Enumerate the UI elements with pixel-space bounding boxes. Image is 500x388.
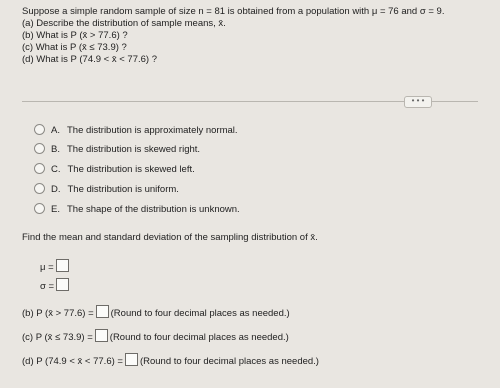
part-b-answer-row xyxy=(22,305,290,320)
option-label: The distribution is skewed right. xyxy=(66,144,201,155)
problem-intro: Suppose a simple random sample of size n = 81 is obtained from a population with μ = 76 and σ = 9. xyxy=(22,6,445,17)
mu-input[interactable] xyxy=(56,259,69,272)
radio-icon[interactable] xyxy=(34,183,45,194)
option-letter: D. xyxy=(51,184,61,195)
sigma-input[interactable] xyxy=(56,278,69,291)
round-note: (Round to four decimal places as needed.) xyxy=(139,356,319,367)
part-d-input[interactable] xyxy=(125,353,138,366)
sigma-label: σ = xyxy=(40,281,55,292)
option-b[interactable] xyxy=(34,143,200,156)
option-letter: C. xyxy=(51,164,61,175)
part-c-answer-row xyxy=(22,329,289,344)
part-d-label: (d) P (74.9 < x̄ < 77.6) = xyxy=(22,356,123,367)
part-d-answer-row xyxy=(22,353,319,368)
option-d[interactable] xyxy=(34,183,179,196)
part-b-question: (b) What is P (x̄ > 77.6) ? xyxy=(22,30,128,41)
mu-label: μ = xyxy=(40,262,54,273)
part-d-question: (d) What is P (74.9 < x̄ < 77.6) ? xyxy=(22,54,157,65)
option-label: The distribution is skewed left. xyxy=(67,164,195,175)
option-letter: B. xyxy=(51,144,60,155)
part-c-question: (c) What is P (x̄ ≤ 73.9) ? xyxy=(22,42,127,53)
option-e[interactable] xyxy=(34,203,240,216)
part-a-question: (a) Describe the distribution of sample means, x̄. xyxy=(22,18,226,29)
mu-row xyxy=(40,259,71,274)
option-a[interactable] xyxy=(34,124,238,137)
mean-sd-prompt: Find the mean and standard deviation of the sampling distribution of x̄. xyxy=(22,232,318,243)
option-letter: A. xyxy=(51,125,60,136)
option-label: The distribution is uniform. xyxy=(67,184,179,195)
option-c[interactable] xyxy=(34,163,195,176)
radio-icon[interactable] xyxy=(34,124,45,135)
part-b-label: (b) P (x̄ > 77.6) = xyxy=(22,308,94,319)
option-letter: E. xyxy=(51,204,60,215)
part-c-label: (c) P (x̄ ≤ 73.9) = xyxy=(22,332,93,343)
part-b-input[interactable] xyxy=(96,305,109,318)
option-label: The distribution is approximately normal. xyxy=(66,125,238,136)
round-note: (Round to four decimal places as needed.) xyxy=(109,332,289,343)
radio-icon[interactable] xyxy=(34,143,45,154)
radio-icon[interactable] xyxy=(34,163,45,174)
more-button[interactable]: • • • xyxy=(404,96,432,108)
option-label: The shape of the distribution is unknown. xyxy=(66,204,240,215)
round-note: (Round to four decimal places as needed.) xyxy=(110,308,290,319)
part-c-input[interactable] xyxy=(95,329,108,342)
radio-icon[interactable] xyxy=(34,203,45,214)
sigma-row xyxy=(40,278,71,293)
